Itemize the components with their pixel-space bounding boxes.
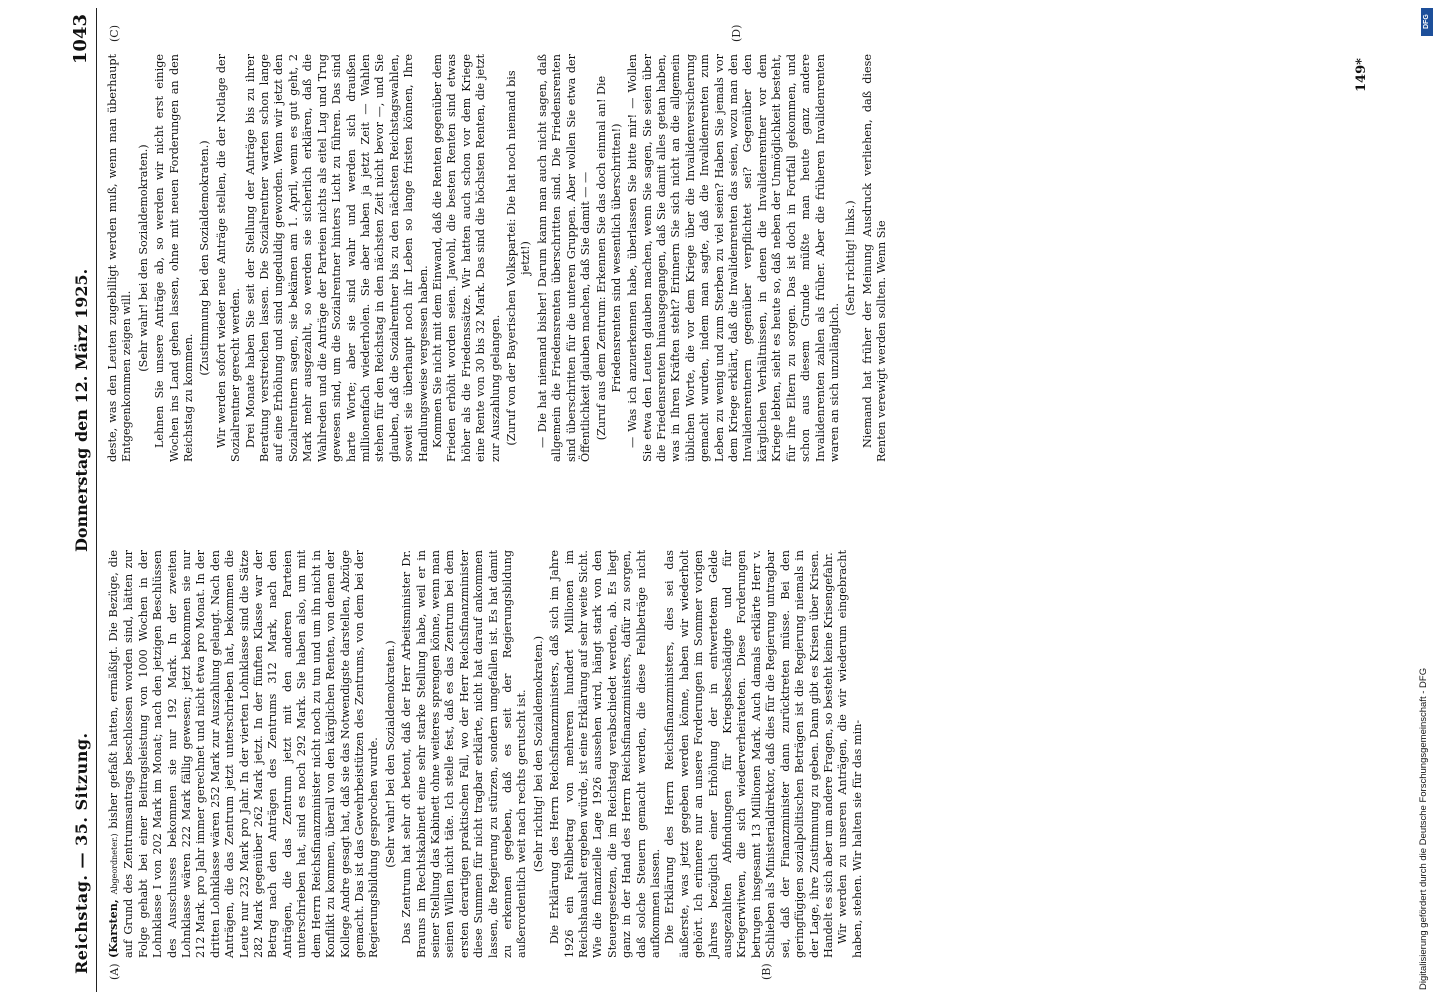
interjection: (Sehr wahr! bei den Sozialdemokraten.): [136, 144, 150, 372]
interjection: (Sehr richtig! links.): [844, 200, 858, 316]
interjection: (Zuruf von der Bayerischen Volkspartei: Die hat noch niemand bis jetzt!): [504, 70, 533, 446]
paragraph: Drei Monate haben Sie seit der Stellung der Anträge bis zu ihrer Beratung verstreichen lassen. Die Sozialrentner warten schon lange auf eine Erhöhung und sind ungeduldig geworden. Wenn wir jetzt den Sozialrentnern sagen, sie bekämen am 1. April, wenn es gut geht, 2 Mark mehr ausgezahlt, so werden sie sicherlich erklären, daß die Wahlreden und die Anträge der Parteien nichts als eitel Lug und Trug gewesen sind, um die Sozialrentner hinters Licht zu führen. Das sind harte Worte; aber sie sind wahr und werden sich draußen millionenfach wiederholen. Sie aber haben ja jetzt Zeit — Wahlen stehen für den Reichstag in den nächsten Zeit nicht bevor —, und Sie glauben, daß die Sozialrentner bis zu den nächsten Reichstagswahlen, soweit sie überhaupt noch ihr Leben so lange fristen können, Ihre Handlungsweise vergessen haben.: [243, 54, 430, 462]
paragraph: — Was ich anzuerkennen habe, überlassen Sie bitte mir! — Wollen Sie etwa den Leuten glauben machen, wenn Sie sagen, Sie seien über die Friedensrenten hinausgegangen, daß Sie damit alles getan haben, was in Ihren Kräften steht? Erinnern Sie sich nicht an die allgemein üblichen Worte, die vor dem Kriege über die Invalidenversicherung gemacht wurden, indem man sagte, daß die Invalidenrenten zum Leben zu wenig und zum Sterben zu viel seien? Haben Sie jemals vor dem Kriege erklärt, daß die Invalidenrenten das seien, wozu man den Invalidenrentnern gegenüber verpflichtet sei? Gegenüber den kärglichen Verhältnissen, in denen die Invalidenrentner vor dem Kriege lebten, sieht es heute so, daß neben der Unmöglichkeit besteht, für ihre Eltern zu sorgen. Das ist doch in Fortfall gekommen, und schon aus diesem Grunde müßte man heute ganz andere Invalidenrenten zahlen als früher. Aber die früheren Invalidenrenten waren an sich unzulänglich.: [626, 54, 841, 462]
running-head: [70, 8, 97, 992]
paragraph-text: bisher gefaßt hatten, ermäßigt. Die Bezüge, die auf Grund des Zentrumsantrags beschlossen worden sind, hätten zur Folge gehabt bei einer Beitragsleistung von 1000 Wochen in der Lohnklasse I von 202 Mark im Monat; nach den jetzigen Beschlüssen des Ausschusses bekommen sie nur 192 Mark. In der zweiten Lohnklasse wären 222 Mark fällig gewesen; jetzt bekommen sie nur 212 Mark. pro Jahr immer gerechnet und nicht etwa pro Monat. In der dritten Lohnklasse wären 252 Mark zur Auszahlung gelangt. Nach den Anträgen, die das Zentrum jetzt unterschrieben hat, bekommen die Leute nur 232 Mark pro Jahr. In der vierten Lohnklasse sind die Sätze 282 Mark gegenüber 262 Mark jetzt. In der fünften Klasse war der Betrag nach den Anträgen des Zentrums 312 Mark, nach den Anträgen, die das Zentrum jetzt mit den anderen Parteien unterschrieben hat, sind es noch 292 Mark. Sie haben also, um mit dem Herrn Reichsfinanzminister nicht noch zu tun und um ihn nicht in Konflikt zu kommen, überall von den kärglichen Renten, von denen der Kollege Andre gesagt hat, daß sie das Notwendigste darstellen, Abzüge gemacht. Das ist das Gewehrbeistützen des Zentrums, von dem bei der Regierungsbildung gesprochen wurde.: [107, 550, 381, 958]
paragraph: [106, 550, 382, 958]
paragraph: Das Zentrum hat sehr oft betont, daß der Herr Arbeitsminister Dr. Brauns im Rechtskabinett eine sehr starke Stellung habe, weil er in seiner Stellung das Kabinett ohne weiteres sprengen könne, wenn man seinen Willen nicht täte. Ich stelle fest, daß es das Zentrum bei dem ersten derartigen praktischen Fall, wo der Herr Reichsfinanzminister diese Summen für nicht tragbar erklärte, nicht hat darauf ankommen lassen, die Regierung zu stürzen, sondern umgefallen ist. Es hat damit zu erkennen gegeben, daß es seit der Regierungsbildung außerordentlich weit nach rechts gerutscht ist.: [400, 550, 529, 958]
paragraph: Wir werden zu unseren Anträgen, die wir wiederum eingebracht haben, stehen. Wir halten sie für das min-: [836, 550, 864, 958]
interjection: (Zuruf aus dem Zentrum: Erkennen Sie das doch einmal an! Die Friedensrenten sind wesentlich überschritten!): [595, 75, 623, 441]
paragraph: — Die hat niemand bisher! Darum kann man auch nicht sagen, daß allgemein die Friedensrenten überschritten sind. Die Friedensrenten sind überschritten für die unteren Gruppen. Aber wollen Sie etwa der Öffentlichkeit glauben machen, daß Sie damit — —: [535, 54, 592, 462]
dfg-logo-icon: DFG: [1421, 8, 1433, 36]
speaker-role: Abgeordneter.): [110, 833, 119, 895]
paragraph: Wir werden sofort wieder neue Anträge stellen, die der Notlage der Sozialrentner gerecht werden.: [214, 54, 243, 462]
left-column: [106, 550, 865, 958]
interjection: (Zustimmung bei den Sozialdemokraten.): [198, 140, 212, 376]
interjection: (Sehr richtig! bei den Sozialdemokraten.): [531, 635, 545, 873]
header-date: Donnerstag den 12. März 1925.: [72, 268, 91, 552]
margin-mark-a: (A): [108, 963, 121, 980]
digitization-credit: Digitalisierung gefördert durch die Deutsche Forschungsgemeinschaft - DFG: [1418, 667, 1429, 990]
paragraph: Lehnen Sie unsere Anträge ab, so werden wir nicht erst einige Wochen ins Land gehen lassen, ohne mit neuen Forderungen an den Reichstag zu kommen.: [153, 54, 196, 462]
page-number: 1043: [70, 14, 91, 65]
signature-mark: 149*: [1354, 58, 1369, 92]
paragraph: Kommen Sie nicht mit dem Einwand, daß die Renten gegenüber dem Frieden erhöht worden seien. Jawohl, die besten Renten sind etwas höher als die Friedenssätze. Wir hatten auch schon vor dem Kriege eine Rente von 30 bis 32 Mark. Das sind die höchsten Renten, die jetzt zur Auszahlung gelangen.: [430, 54, 502, 462]
speaker-name: (Karsten,: [106, 899, 120, 958]
paragraph: deste, was den Leuten zugebilligt werden muß, wenn man überhaupt Entgegenkommen zeigen will.: [106, 54, 134, 462]
header-session: Reichstag. — 35. Sitzung.: [72, 732, 91, 974]
margin-mark-b: (B): [760, 963, 773, 980]
interjection: (Sehr wahr! bei den Sozialdemokraten.): [383, 640, 397, 868]
margin-mark-d: (D): [730, 24, 743, 42]
paragraph: Die Erklärung des Herrn Reichsfinanzministers, dies sei das äußerste, was jetzt gegeben werden könne, haben wir wiederholt gehört. Ich erinnere nur an unsere Forderungen im Sommer vorigen Jahres bezüglich einer Erhöhung der in entwertetem Gelde ausgezahlten Abfindungen für Kriegsbeschädigte und für Kriegerwitwen, die sich wiederverheirateten. Diese Forderungen betrugen insgesamt 13 Millionen Mark. Auch damals erklärte Herr v. Schlieben als Ministerialdirektor, daß dies für die Regierung untragbar sei, daß der Finanzminister dann zurücktreten müsse. Bei den geringfügigen sozialpolitischen Beträgen ist die Regierung niemals in der Lage, ihre Zustimmung zu geben. Dann gibt es Krisen über Krisen. Handelt es sich aber um andere Fragen, so besteht keine Krisengefahr.: [663, 550, 835, 958]
paragraph: Niemand hat früher der Meinung Ausdruck verliehen, daß diese Renten verewigt werden sollten. Wenn Sie: [860, 54, 889, 462]
margin-mark-c: (C): [108, 25, 121, 42]
newspaper-page: [70, 8, 1380, 992]
paragraph: Die Erklärung des Herrn Reichsfinanzministers, daß sich im Jahre 1926 ein Fehlbetrag von mehreren hundert Millionen im Reichshaushalt ergeben würde, ist eine Erklärung auf sehr weite Sicht. Wie die finanzielle Lage 1926 aussehen wird, hängt stark von den Steuergesetzen, die im Reichstag verabschiedet werden, ab. Es liegt ganz in der Hand des Herrn Reichsfinanzministers, dafür zu sorgen, daß solche Steuern gemacht werden, die diese Fehlbeträge nicht aufkommen lassen.: [548, 550, 663, 958]
right-column: [106, 54, 890, 462]
